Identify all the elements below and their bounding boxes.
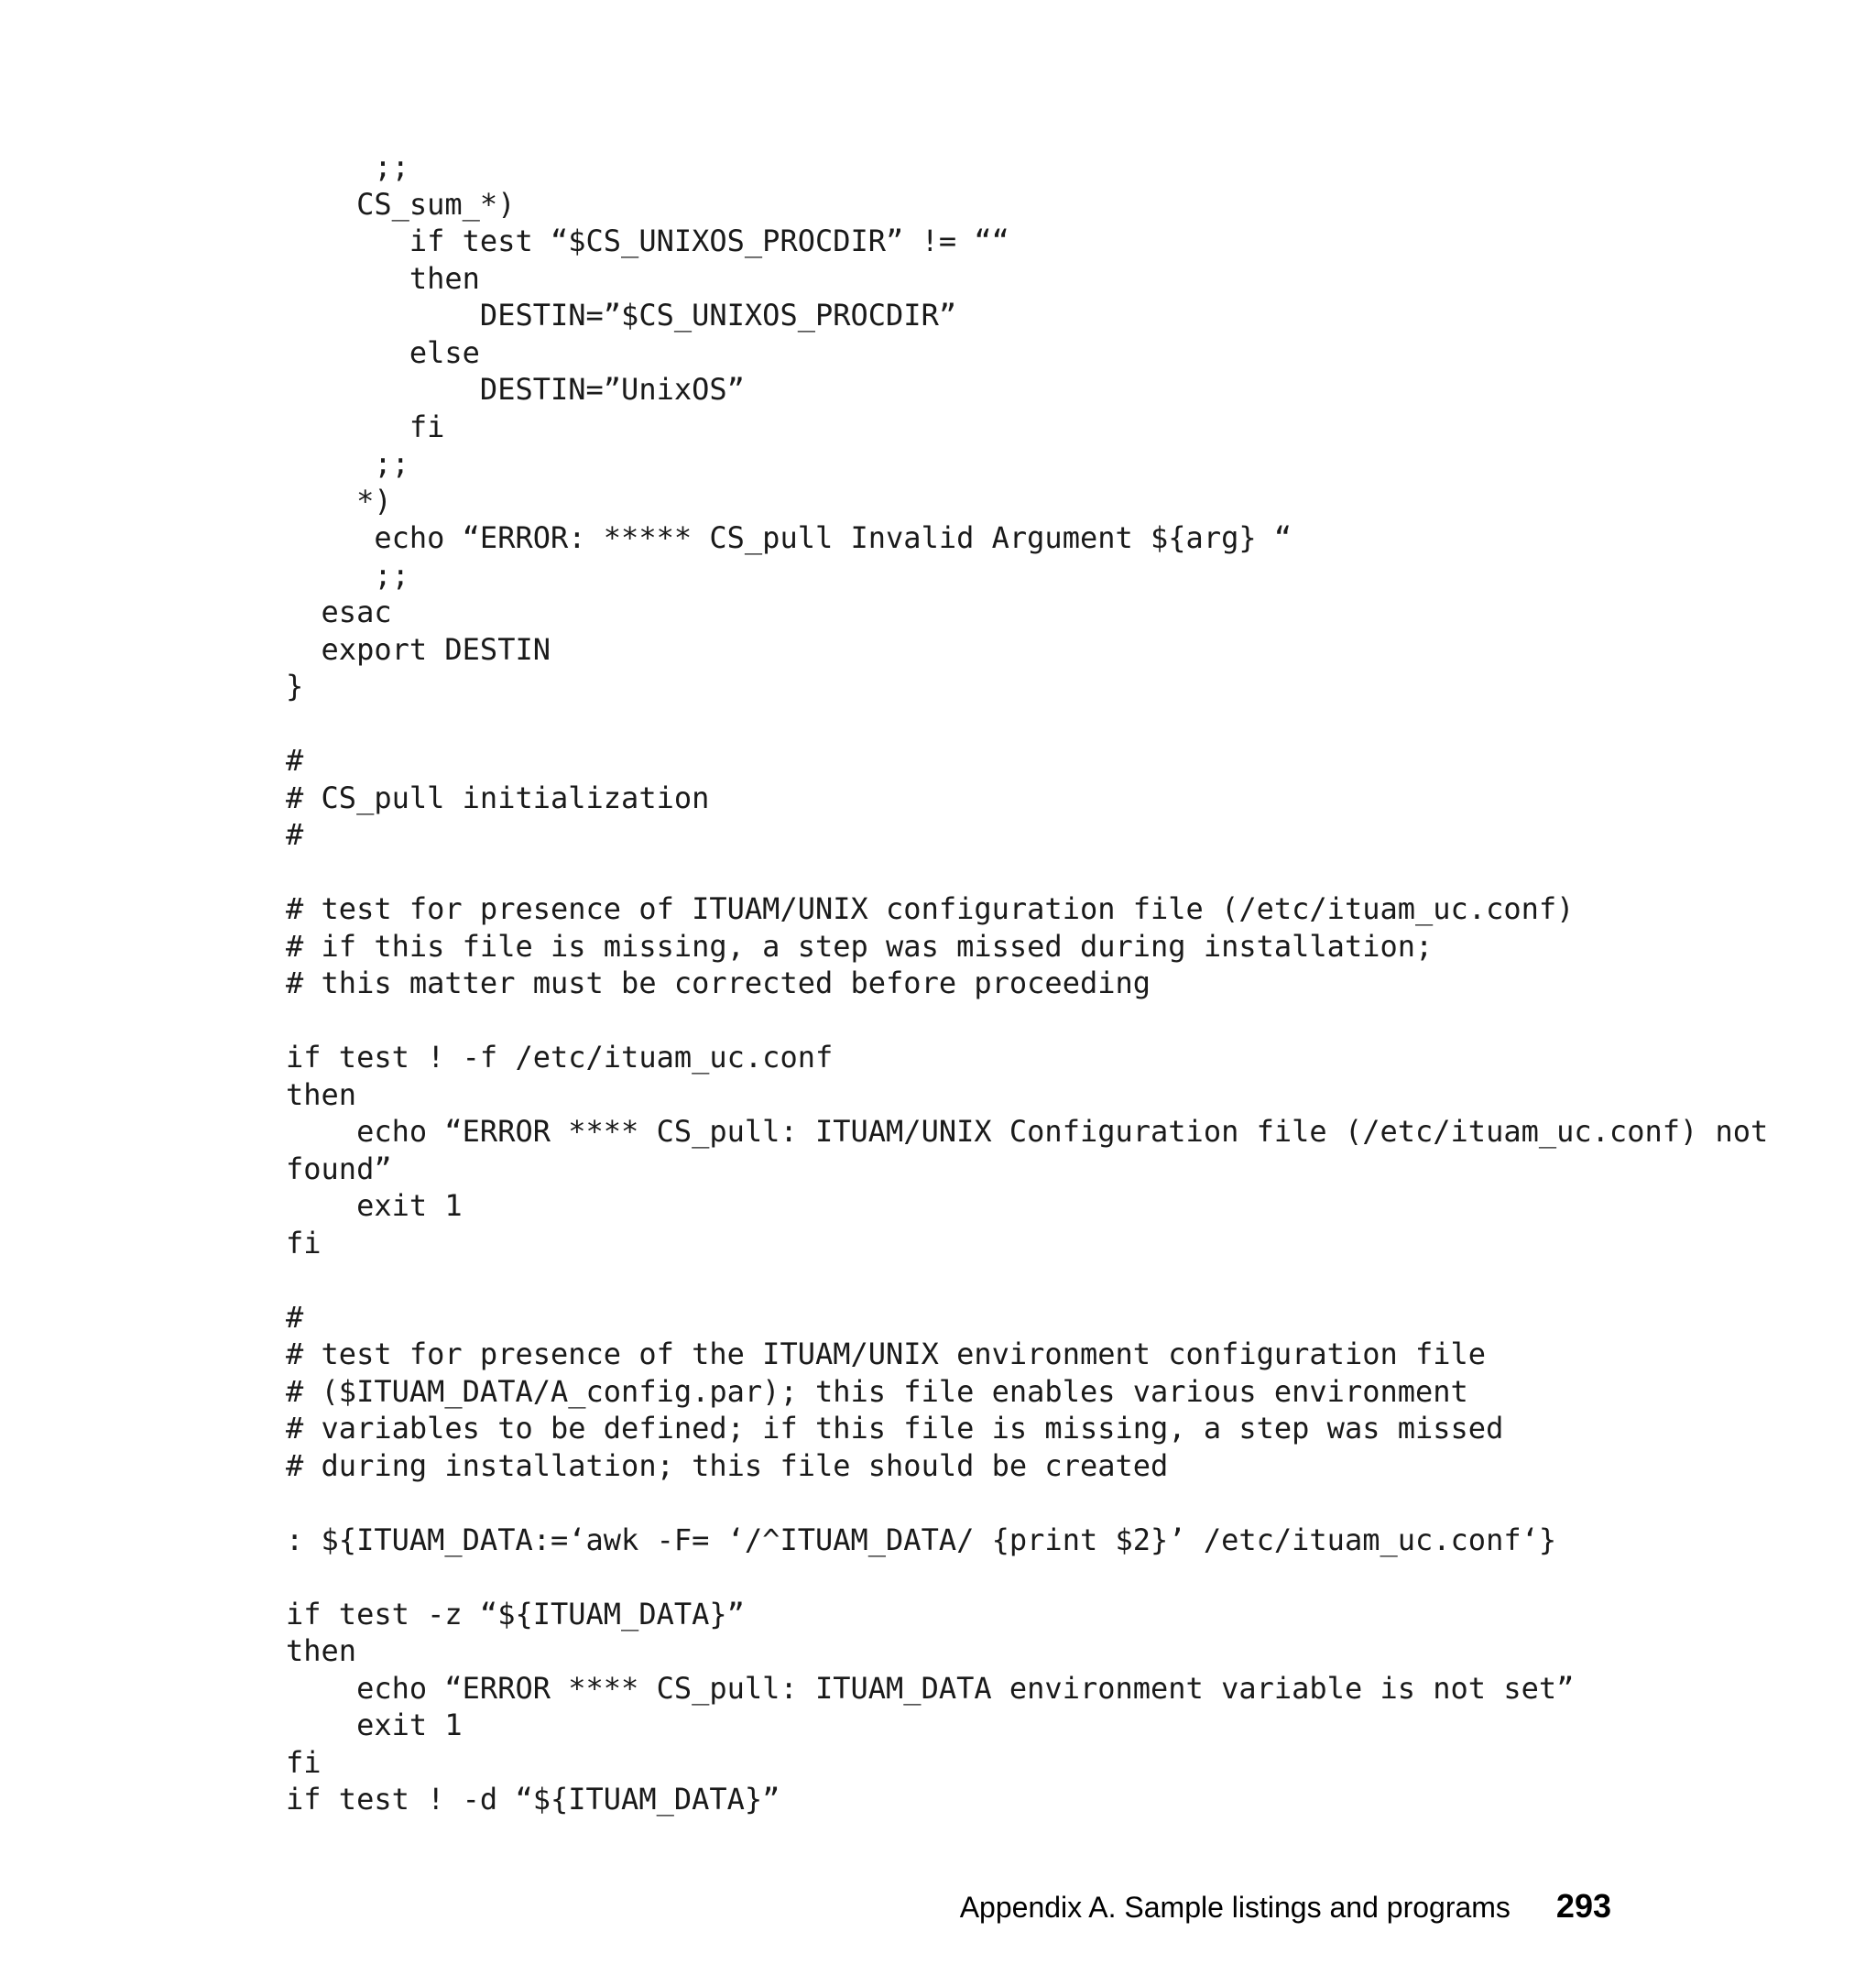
code-line: echo “ERROR: ***** CS_pull Invalid Argument ${arg} “: [286, 520, 1292, 555]
code-line: }: [286, 669, 304, 704]
code-line: esac: [286, 595, 392, 629]
code-line: # variables to be defined; if this file is missing, a step was missed: [286, 1411, 1504, 1446]
code-line: # test for presence of ITUAM/UNIX configuration file (/etc/ituam_uc.conf): [286, 891, 1575, 926]
code-line: DESTIN=”UnixOS”: [286, 372, 745, 407]
page-footer: [960, 1887, 1611, 1926]
code-line: # if this file is missing, a step was missed during installation;: [286, 928, 1434, 964]
code-line: then: [286, 260, 480, 296]
code-line: ;;: [286, 446, 409, 481]
code-line: [286, 1261, 1768, 1299]
code-line: if test “$CS_UNIXOS_PROCDIR” != ““: [286, 224, 1009, 258]
code-line: # ($ITUAM_DATA/A_config.par); this file enables various environment: [286, 1373, 1468, 1409]
code-line: ;;: [286, 557, 409, 593]
code-line: found”: [286, 1151, 392, 1186]
code-line: CS_sum_*): [286, 186, 516, 222]
code-line: #: [286, 743, 304, 778]
code-line: [286, 1484, 1768, 1522]
code-line: #: [286, 1299, 304, 1335]
code-line: fi: [286, 1744, 322, 1780]
code-line: echo “ERROR **** CS_pull: ITUAM_DATA environment variable is not set”: [286, 1670, 1575, 1706]
code-line: if test ! -d “${ITUAM_DATA}”: [286, 1782, 780, 1817]
code-line: # during installation; this file should be created: [286, 1447, 1169, 1483]
code-line: if test ! -f /etc/ituam_uc.conf: [286, 1040, 834, 1075]
code-listing: [286, 148, 1768, 1818]
code-line: export DESTIN: [286, 631, 551, 667]
code-line: : ${ITUAM_DATA:=‘awk -F= ‘/^ITUAM_DATA/ {print $2}’ /etc/ituam_uc.conf‘}: [286, 1522, 1557, 1557]
code-line: else: [286, 334, 480, 370]
code-line: then: [286, 1633, 357, 1668]
code-line: DESTIN=”$CS_UNIXOS_PROCDIR”: [286, 298, 957, 333]
code-line: #: [286, 817, 304, 852]
code-line: [286, 1002, 1768, 1040]
code-line: [286, 705, 1768, 743]
code-line: # CS_pull initialization: [286, 780, 710, 815]
code-line: exit 1: [286, 1708, 463, 1742]
code-line: [286, 854, 1768, 891]
code-line: *): [286, 483, 392, 518]
code-line: [286, 1558, 1768, 1596]
code-line: # test for presence of the ITUAM/UNIX environment configuration file: [286, 1337, 1487, 1371]
code-line: then: [286, 1076, 357, 1112]
code-line: if test -z “${ITUAM_DATA}”: [286, 1596, 745, 1631]
code-line: # this matter must be corrected before proceeding: [286, 966, 1151, 1000]
code-line: echo “ERROR **** CS_pull: ITUAM/UNIX Configuration file (/etc/ituam_uc.conf) not: [286, 1114, 1769, 1149]
code-line: ;;: [286, 149, 409, 184]
code-line: fi: [286, 409, 445, 444]
footer-title: Appendix A. Sample listings and programs: [959, 1891, 1511, 1924]
code-line: fi: [286, 1225, 322, 1260]
page-number: 293: [1555, 1887, 1611, 1925]
code-line: exit 1: [286, 1188, 463, 1223]
